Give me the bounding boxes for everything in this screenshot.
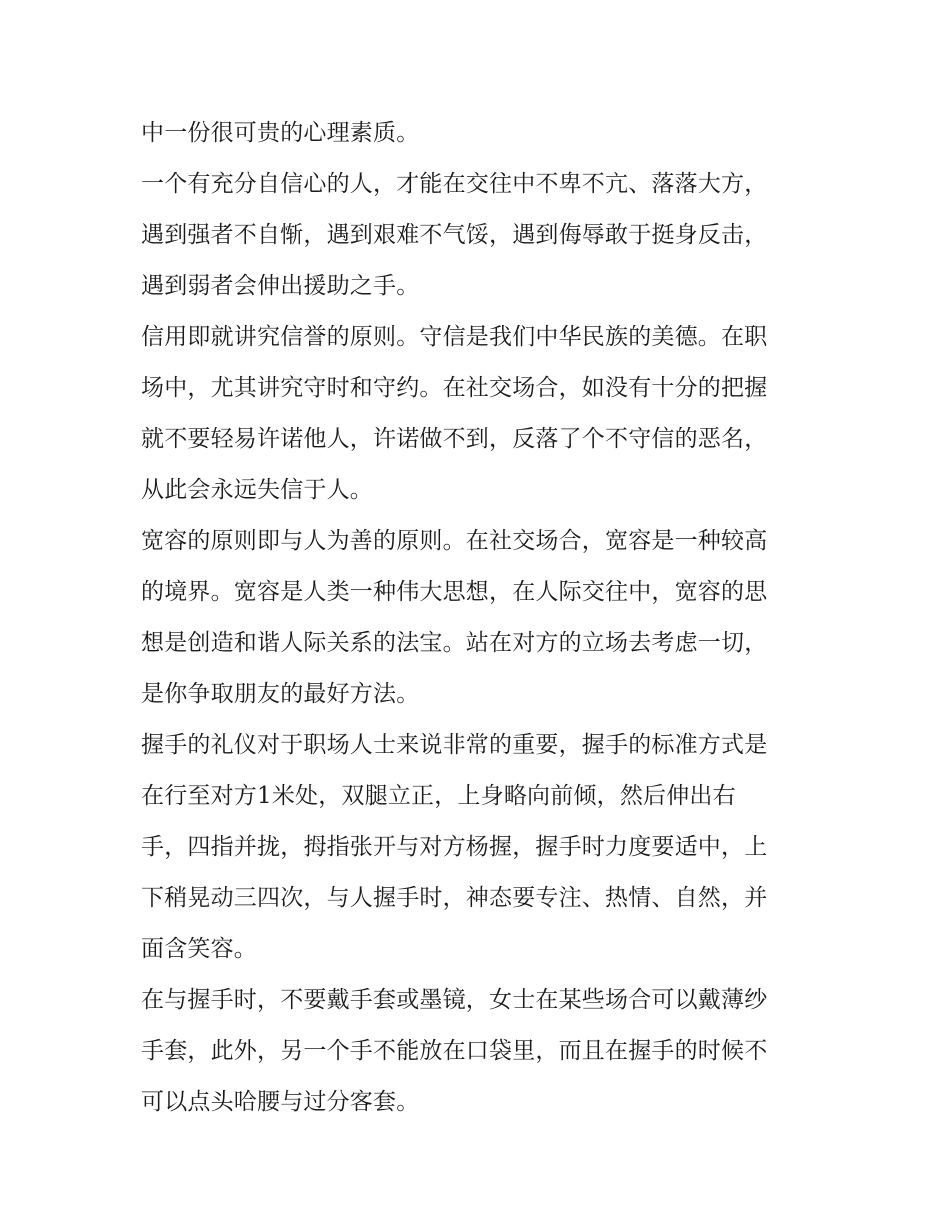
- text-line: 遇到弱者会伸出援助之手。: [141, 273, 420, 299]
- text-line: 一个有充分自信心的人，才能在交往中不卑不亢、落落大方，: [141, 171, 768, 197]
- text-line: 在行至对方1米处，双腿立正，上身略向前倾，然后伸出右: [141, 783, 736, 809]
- text-line: 下稍晃动三四次，与人握手时，神态要专注、热情、自然，并: [141, 885, 768, 911]
- text-line: 在与握手时，不要戴手套或墨镜，女士在某些场合可以戴薄纱: [141, 987, 768, 1013]
- text-line: 中一份很可贵的心理素质。: [141, 120, 420, 146]
- text-line: 握手的礼仪对于职场人士来说非常的重要，握手的标准方式是: [141, 732, 768, 758]
- text-line: 想是创造和谐人际关系的法宝。站在对方的立场去考虑一切，: [141, 630, 768, 656]
- text-line: 面含笑容。: [141, 936, 257, 962]
- text-line: 可以点头哈腰与过分客套。: [141, 1089, 420, 1115]
- document-body: [141, 108, 821, 1128]
- text-line: 遇到强者不自惭，遇到艰难不气馁，遇到侮辱敢于挺身反击，: [141, 222, 768, 248]
- text-line: 信用即就讲究信誉的原则。守信是我们中华民族的美德。在职: [141, 324, 768, 350]
- text-line: 场中，尤其讲究守时和守约。在社交场合，如没有十分的把握: [141, 375, 768, 401]
- text-line: 手套，此外，另一个手不能放在口袋里，而且在握手的时候不: [141, 1038, 768, 1064]
- text-line: 宽容的原则即与人为善的原则。在社交场合，宽容是一种较高: [141, 528, 768, 554]
- text-line: 是你争取朋友的最好方法。: [141, 681, 420, 707]
- text-line: 从此会永远失信于人。: [141, 477, 373, 503]
- text-line: 的境界。宽容是人类一种伟大思想，在人际交往中，宽容的思: [141, 579, 768, 605]
- text-line: 手，四指并拢，拇指张开与对方杨握，握手时力度要适中，上: [141, 834, 768, 860]
- text-line: 就不要轻易许诺他人，许诺做不到，反落了个不守信的恶名，: [141, 426, 768, 452]
